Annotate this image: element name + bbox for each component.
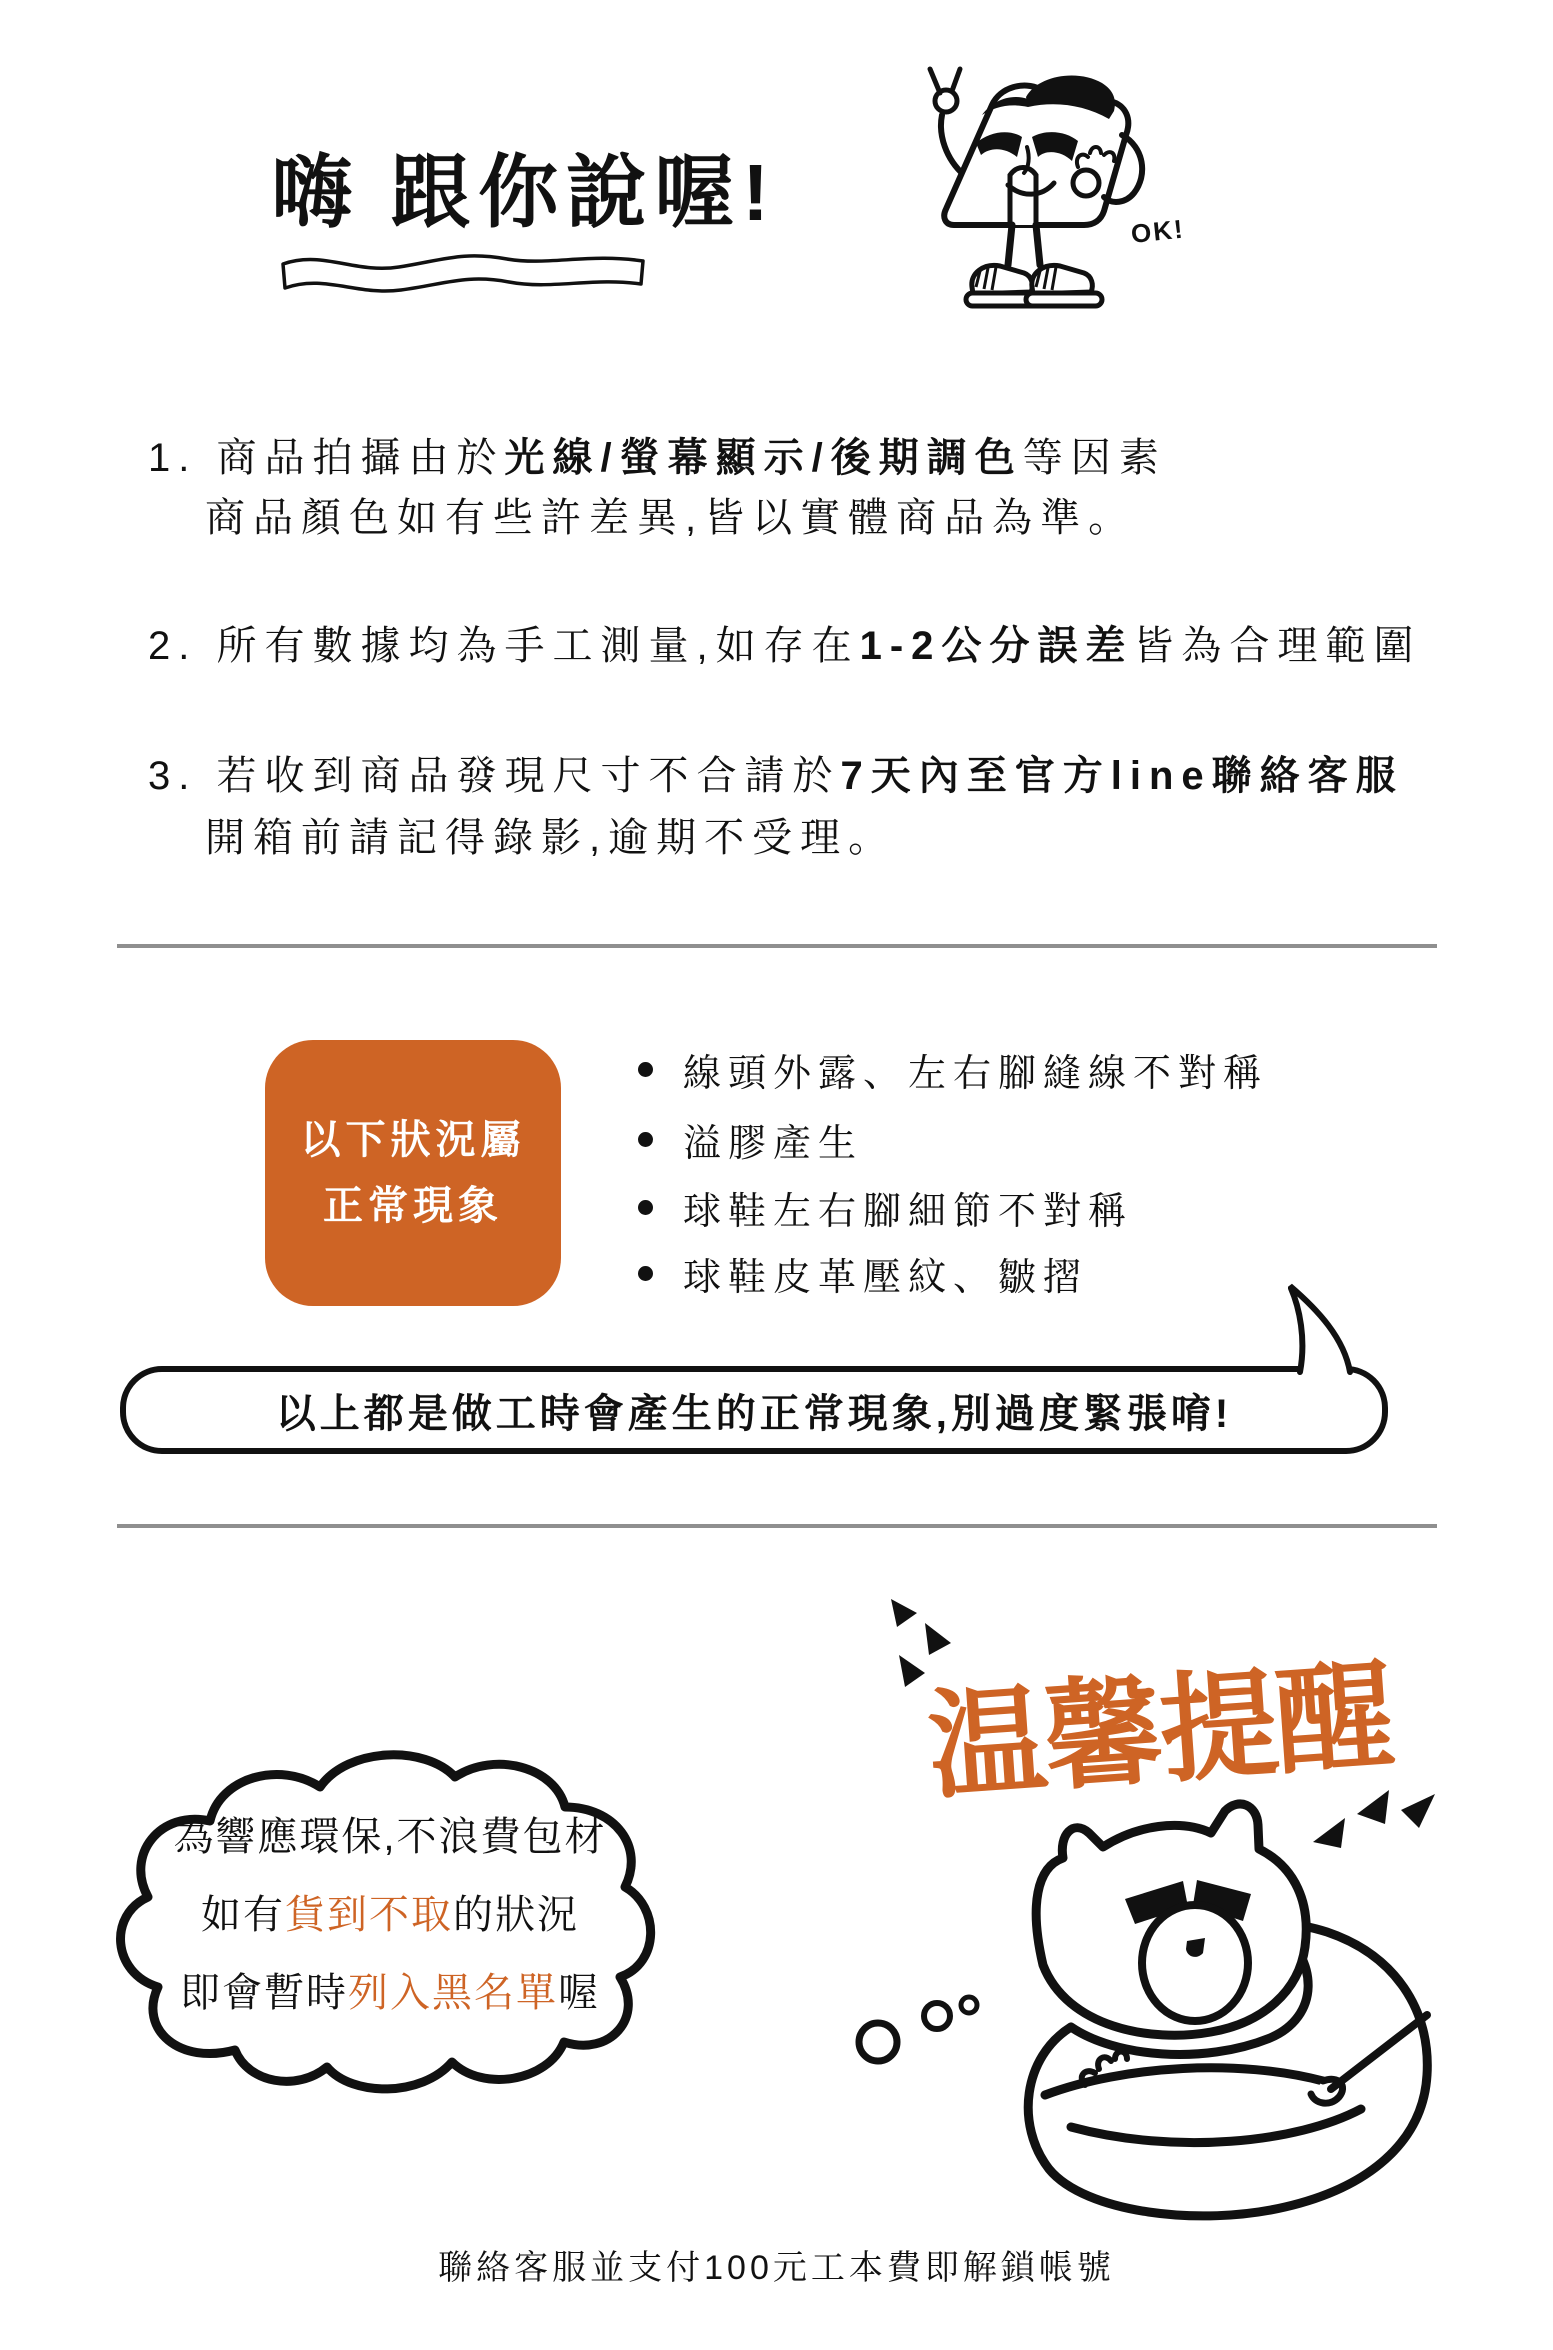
- cloud-text-highlight: 列入黑名單: [348, 1971, 558, 2015]
- cloud-text: 如有: [201, 1893, 285, 1937]
- section-divider-bottom: [117, 1524, 1437, 1528]
- notice-text: 若收到商品發現尺寸不合請於: [216, 754, 841, 798]
- notice-item-3-line-2: [205, 806, 896, 863]
- bullet-dot-icon: [638, 1200, 653, 1215]
- bubble-tail-icon: [1288, 1280, 1364, 1378]
- bullet-text: 球鞋皮革壓紋、皺摺: [683, 1257, 1089, 1299]
- notice-number: 1.: [148, 436, 198, 480]
- bullet-item: [638, 1180, 1133, 1235]
- cloud-text: 為響應環保,不浪費包材: [173, 1815, 607, 1859]
- notice-text: 商品顏色如有些許差異,皆以實體商品為準。: [205, 496, 1137, 540]
- badge-line-2: 正常現象: [323, 1184, 503, 1228]
- cloud-text-line-3: [150, 1954, 630, 2032]
- notice-text: 商品拍攝由於: [216, 436, 505, 480]
- footer-note: 聯絡客服並支付100元工本費即解鎖帳號: [438, 2249, 1115, 2287]
- bullet-text: 球鞋左右腳細節不對稱: [683, 1191, 1134, 1233]
- bullet-dot-icon: [638, 1062, 653, 1077]
- notice-number: 2.: [148, 624, 198, 668]
- mascot-ok-text: OK!: [1129, 213, 1187, 249]
- notice-item-3-line-1: [148, 744, 1404, 801]
- notice-number: 3.: [148, 754, 198, 798]
- section-divider-top: [117, 944, 1437, 948]
- notice-text: 等因素: [1022, 436, 1167, 480]
- cloud-text-line-1: [150, 1798, 630, 1876]
- notice-item-1-line-2: [205, 486, 1136, 543]
- notice-text: 所有數據均為手工測量,如存在: [216, 624, 860, 668]
- callout-text: 以上都是做工時會產生的正常現象,別過度緊張唷!: [275, 1391, 1233, 1436]
- bullet-dot-icon: [638, 1266, 653, 1281]
- notice-item-1-line-1: [148, 426, 1167, 483]
- thought-trail-icon: [845, 1982, 995, 2072]
- cloud-text-block: [150, 1798, 630, 2032]
- bullet-text: 溢膠產生: [683, 1123, 864, 1165]
- bullet-item: [638, 1246, 1088, 1301]
- mascot-icon: [880, 35, 1250, 325]
- callout-bubble: [120, 1366, 1388, 1454]
- sparkle-icon-left: [885, 1595, 965, 1695]
- cloud-text: 即會暫時: [180, 1971, 348, 2015]
- bullet-item: [638, 1042, 1268, 1097]
- title-underline-wave-icon: [275, 248, 655, 306]
- bullet-dot-icon: [638, 1132, 653, 1147]
- notice-text-bold: 光線/螢幕顯示/後期調色: [504, 436, 1023, 480]
- badge-line-1: 以下狀況屬: [300, 1118, 526, 1162]
- notice-text: 開箱前請記得錄影,逾期不受理。: [205, 816, 897, 860]
- notice-text: 皆為合理範圍: [1133, 624, 1422, 668]
- notice-item-2: [148, 614, 1421, 671]
- bear-icon: [975, 1795, 1455, 2240]
- cloud-text-highlight: 貨到不取: [285, 1893, 453, 1937]
- notice-text-bold: 1-2公分誤差: [859, 624, 1134, 668]
- cloud-text: 的狀況: [453, 1893, 579, 1937]
- bullet-item: [638, 1112, 863, 1167]
- sneaker-right-icon: [1026, 265, 1102, 306]
- normal-status-badge: [265, 1040, 561, 1306]
- cloud-text: 喔: [558, 1971, 600, 2015]
- page-title: 嗨 跟你說喔!: [272, 148, 777, 237]
- bullet-text: 線頭外露、左右腳縫線不對稱: [683, 1053, 1269, 1095]
- cloud-text-line-2: [150, 1876, 630, 1954]
- notice-text-bold: 7天內至官方line聯絡客服: [840, 754, 1404, 798]
- reminder-title: 温馨提醒: [924, 1649, 1397, 1814]
